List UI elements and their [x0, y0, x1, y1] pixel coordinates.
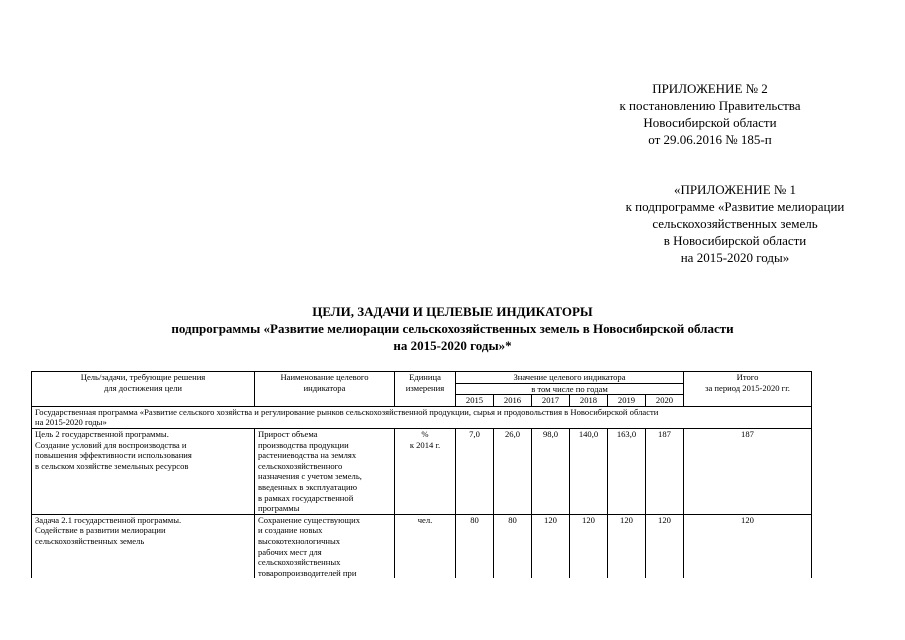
title-line-1: ЦЕЛИ, ЗАДАЧИ И ЦЕЛЕВЫЕ ИНДИКАТОРЫ — [312, 304, 593, 319]
total-cell: 120 — [684, 514, 812, 578]
value-cell: 187 — [646, 428, 684, 514]
annex-1-line: к подпрограмме «Развитие мелиорации — [625, 199, 845, 214]
annex-1-line: в Новосибирской области — [663, 233, 807, 248]
value-cell: 163,0 — [608, 428, 646, 514]
value-cell: 120 — [570, 514, 608, 578]
header-year: 2019 — [608, 395, 646, 407]
value-cell: 120 — [532, 514, 570, 578]
value-cell: 140,0 — [570, 428, 608, 514]
value-cell: 98,0 — [532, 428, 570, 514]
value-cell: 26,0 — [494, 428, 532, 514]
value-cell: 80 — [456, 514, 494, 578]
unit-cell: чел. — [395, 514, 456, 578]
indicator-cell: Прирост объема производства продукции растениеводства на землях сельскохозяйственного назначения с учетом земель, введенных в эксплуатацию в рамках государственной программы — [255, 428, 395, 514]
annex-1-header — [585, 181, 885, 266]
value-cell: 120 — [646, 514, 684, 578]
header-value: Значение целевого индикатора — [456, 372, 684, 384]
header-year: 2017 — [532, 395, 570, 407]
header-year: 2016 — [494, 395, 532, 407]
indicator-cell: Сохранение существующих и создание новых высокотехнологичных рабочих мест для сельскохозяйственных товаропроизводителей при — [255, 514, 395, 578]
annex-2-line: от 29.06.2016 № 185-п — [648, 132, 772, 147]
table-row — [32, 514, 812, 578]
title-line-2: подпрограммы «Развитие мелиорации сельскохозяйственных земель в Новосибирской области — [171, 321, 734, 336]
header-year: 2020 — [646, 395, 684, 407]
value-cell: 7,0 — [456, 428, 494, 514]
document-title — [0, 303, 905, 354]
header-unit: Единица измерения — [395, 372, 456, 407]
header-year: 2015 — [456, 395, 494, 407]
header-year: 2018 — [570, 395, 608, 407]
annex-1-line: «ПРИЛОЖЕНИЕ № 1 — [673, 182, 797, 197]
header-by-years: в том числе по годам — [456, 383, 684, 395]
value-cell: 80 — [494, 514, 532, 578]
header-total: Итого за период 2015-2020 гг. — [684, 372, 812, 407]
goal-cell: Цель 2 государственной программы. Создание условий для воспроизводства и повышения эффективности использования в сельском хозяйстве земельных ресурсов — [32, 428, 255, 514]
annex-1-line: на 2015-2020 годы» — [680, 250, 790, 265]
annex-2-line: к постановлению Правительства — [619, 98, 801, 113]
table-row — [32, 428, 812, 514]
indicators-table — [31, 371, 812, 578]
header-goals: Цель/задачи, требующие решения для достижения цели — [32, 372, 255, 407]
program-row: Государственная программа «Развитие сельского хозяйства и регулирование рынков сельскохозяйственной продукции, сырья и продовольствия в Новосибирской области на 2015-2020 годы» — [32, 406, 812, 428]
total-cell: 187 — [684, 428, 812, 514]
goal-cell: Задача 2.1 государственной программы. Содействие в развитии мелиорации сельскохозяйственных земель — [32, 514, 255, 578]
value-cell: 120 — [608, 514, 646, 578]
title-line-3: на 2015-2020 годы»* — [393, 338, 512, 353]
annex-1-line: сельскохозяйственных земель — [652, 216, 818, 231]
annex-2-line: Новосибирской области — [643, 115, 777, 130]
annex-2-line: ПРИЛОЖЕНИЕ № 2 — [652, 81, 768, 96]
header-indicator: Наименование целевого индикатора — [255, 372, 395, 407]
annex-2-header — [560, 80, 860, 148]
unit-cell: % к 2014 г. — [395, 428, 456, 514]
